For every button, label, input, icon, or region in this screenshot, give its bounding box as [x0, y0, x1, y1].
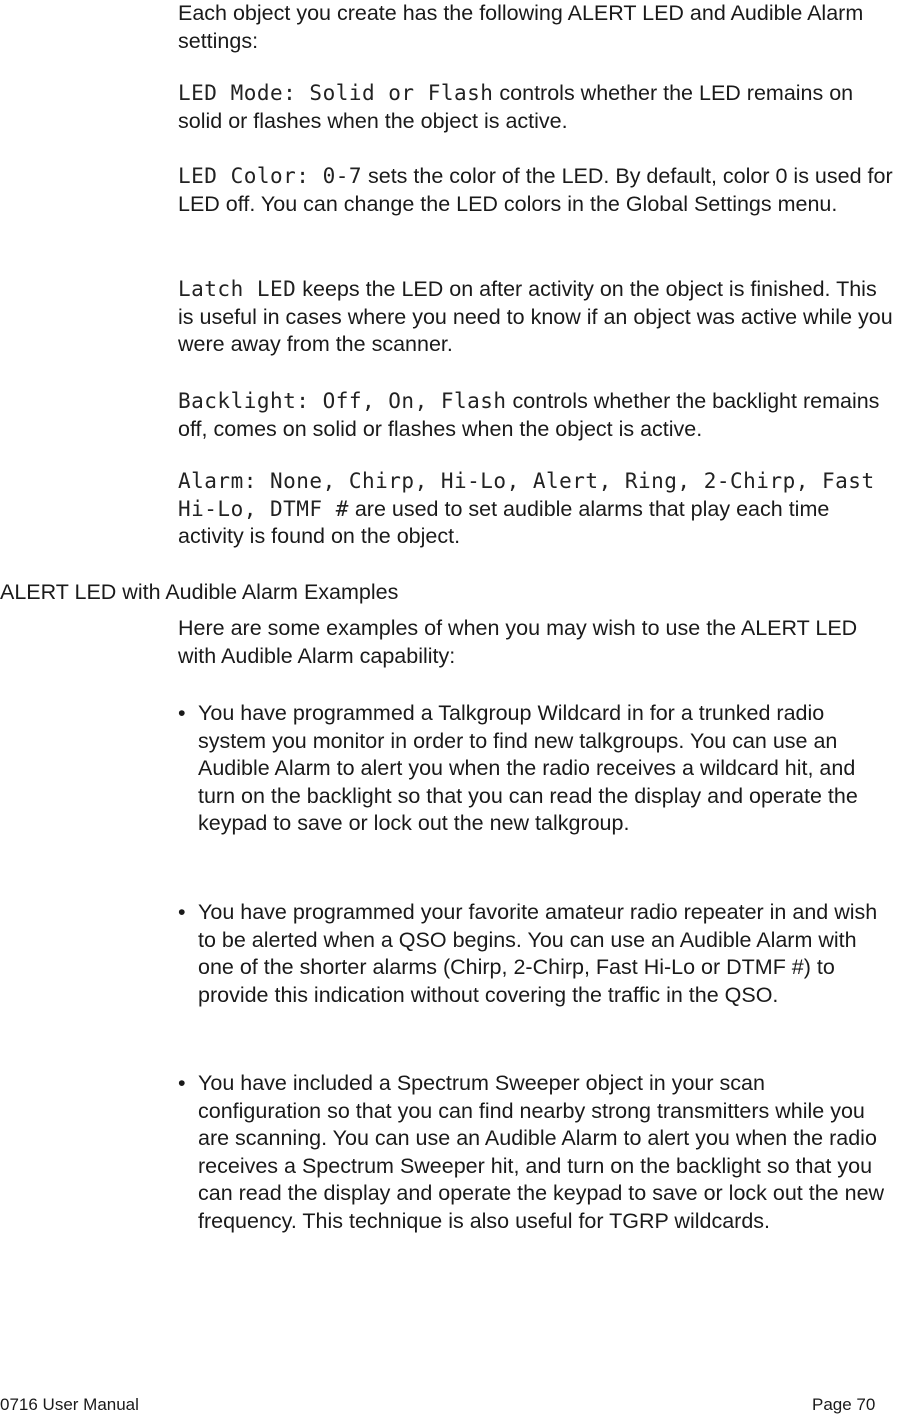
list-item: [178, 899, 893, 1009]
setting-latch-led: [178, 276, 893, 359]
setting-alarm: [178, 468, 893, 551]
examples-intro: [178, 615, 893, 670]
bullet-icon: •: [178, 1071, 186, 1095]
bullet-icon: •: [178, 900, 186, 924]
section-heading: ALERT LED with Audible Alarm Examples: [0, 580, 399, 604]
setting-desc: are used to set audible alarms that play each time activity is found on the object.: [178, 496, 830, 548]
setting-desc: keeps the LED on after activity on the object is finished. This is useful in cases where you need to know if an object was active while you were away from the scanner.: [178, 277, 893, 356]
bullet-icon: •: [178, 701, 186, 725]
setting-code: Backlight: Off, On, Flash: [178, 389, 507, 413]
setting-code: LED Color: 0-7: [178, 164, 363, 188]
list-item: [178, 700, 893, 838]
list-item: [178, 1070, 893, 1235]
footer-page-number: Page 70: [812, 1395, 876, 1414]
setting-code: LED Mode: Solid or Flash: [178, 81, 494, 105]
setting-code: Alarm: None, Chirp, Hi-Lo, Alert, Ring, 2-Chirp, Fast Hi-Lo, DTMF #: [178, 469, 875, 521]
setting-desc: sets the color of the LED. By default, color 0 is used for LED off. You can change the LED colors in the Global Settings menu.: [178, 164, 893, 216]
setting-desc: controls whether the backlight remains off, comes on solid or flashes when the object is active.: [178, 389, 880, 441]
intro-text: Each object you create has the following ALERT LED and Audible Alarm settings:: [178, 1, 864, 53]
setting-desc: controls whether the LED remains on solid or flashes when the object is active.: [178, 81, 854, 133]
examples-intro-text: Here are some examples of when you may wish to use the ALERT LED with Audible Alarm capability:: [178, 616, 858, 668]
list-item-text: You have programmed your favorite amateur radio repeater in and wish to be alerted when a QSO begins. You can use an Audible Alarm with one of the shorter alarms (Chirp, 2-Chirp, Fast Hi-Lo or DTMF #) to provide this indication without covering the traffic in the QSO.: [198, 900, 878, 1007]
list-item-text: You have included a Spectrum Sweeper object in your scan configuration so that you can find nearby strong transmitters while you are scanning. You can use an Audible Alarm to alert you when the radio receives a Spectrum Sweeper hit, and turn on the backlight so that you can read the display and operate the keypad to save or lock out the new frequency. This technique is also useful for TGRP wildcards.: [198, 1071, 885, 1233]
footer-manual-title: 0716 User Manual: [0, 1395, 139, 1414]
setting-led-mode: [178, 80, 893, 135]
setting-backlight: [178, 388, 893, 443]
setting-code: Latch LED: [178, 277, 297, 301]
list-item-text: You have programmed a Talkgroup Wildcard in for a trunked radio system you monitor in order to find new talkgroups. You can use an Audible Alarm to alert you when the radio receives a wildcard hit, and turn on the backlight so that you can read the display and operate the keypad to save or lock out the new talkgroup.: [198, 701, 858, 835]
intro-paragraph: [178, 0, 893, 55]
setting-led-color: [178, 163, 893, 218]
